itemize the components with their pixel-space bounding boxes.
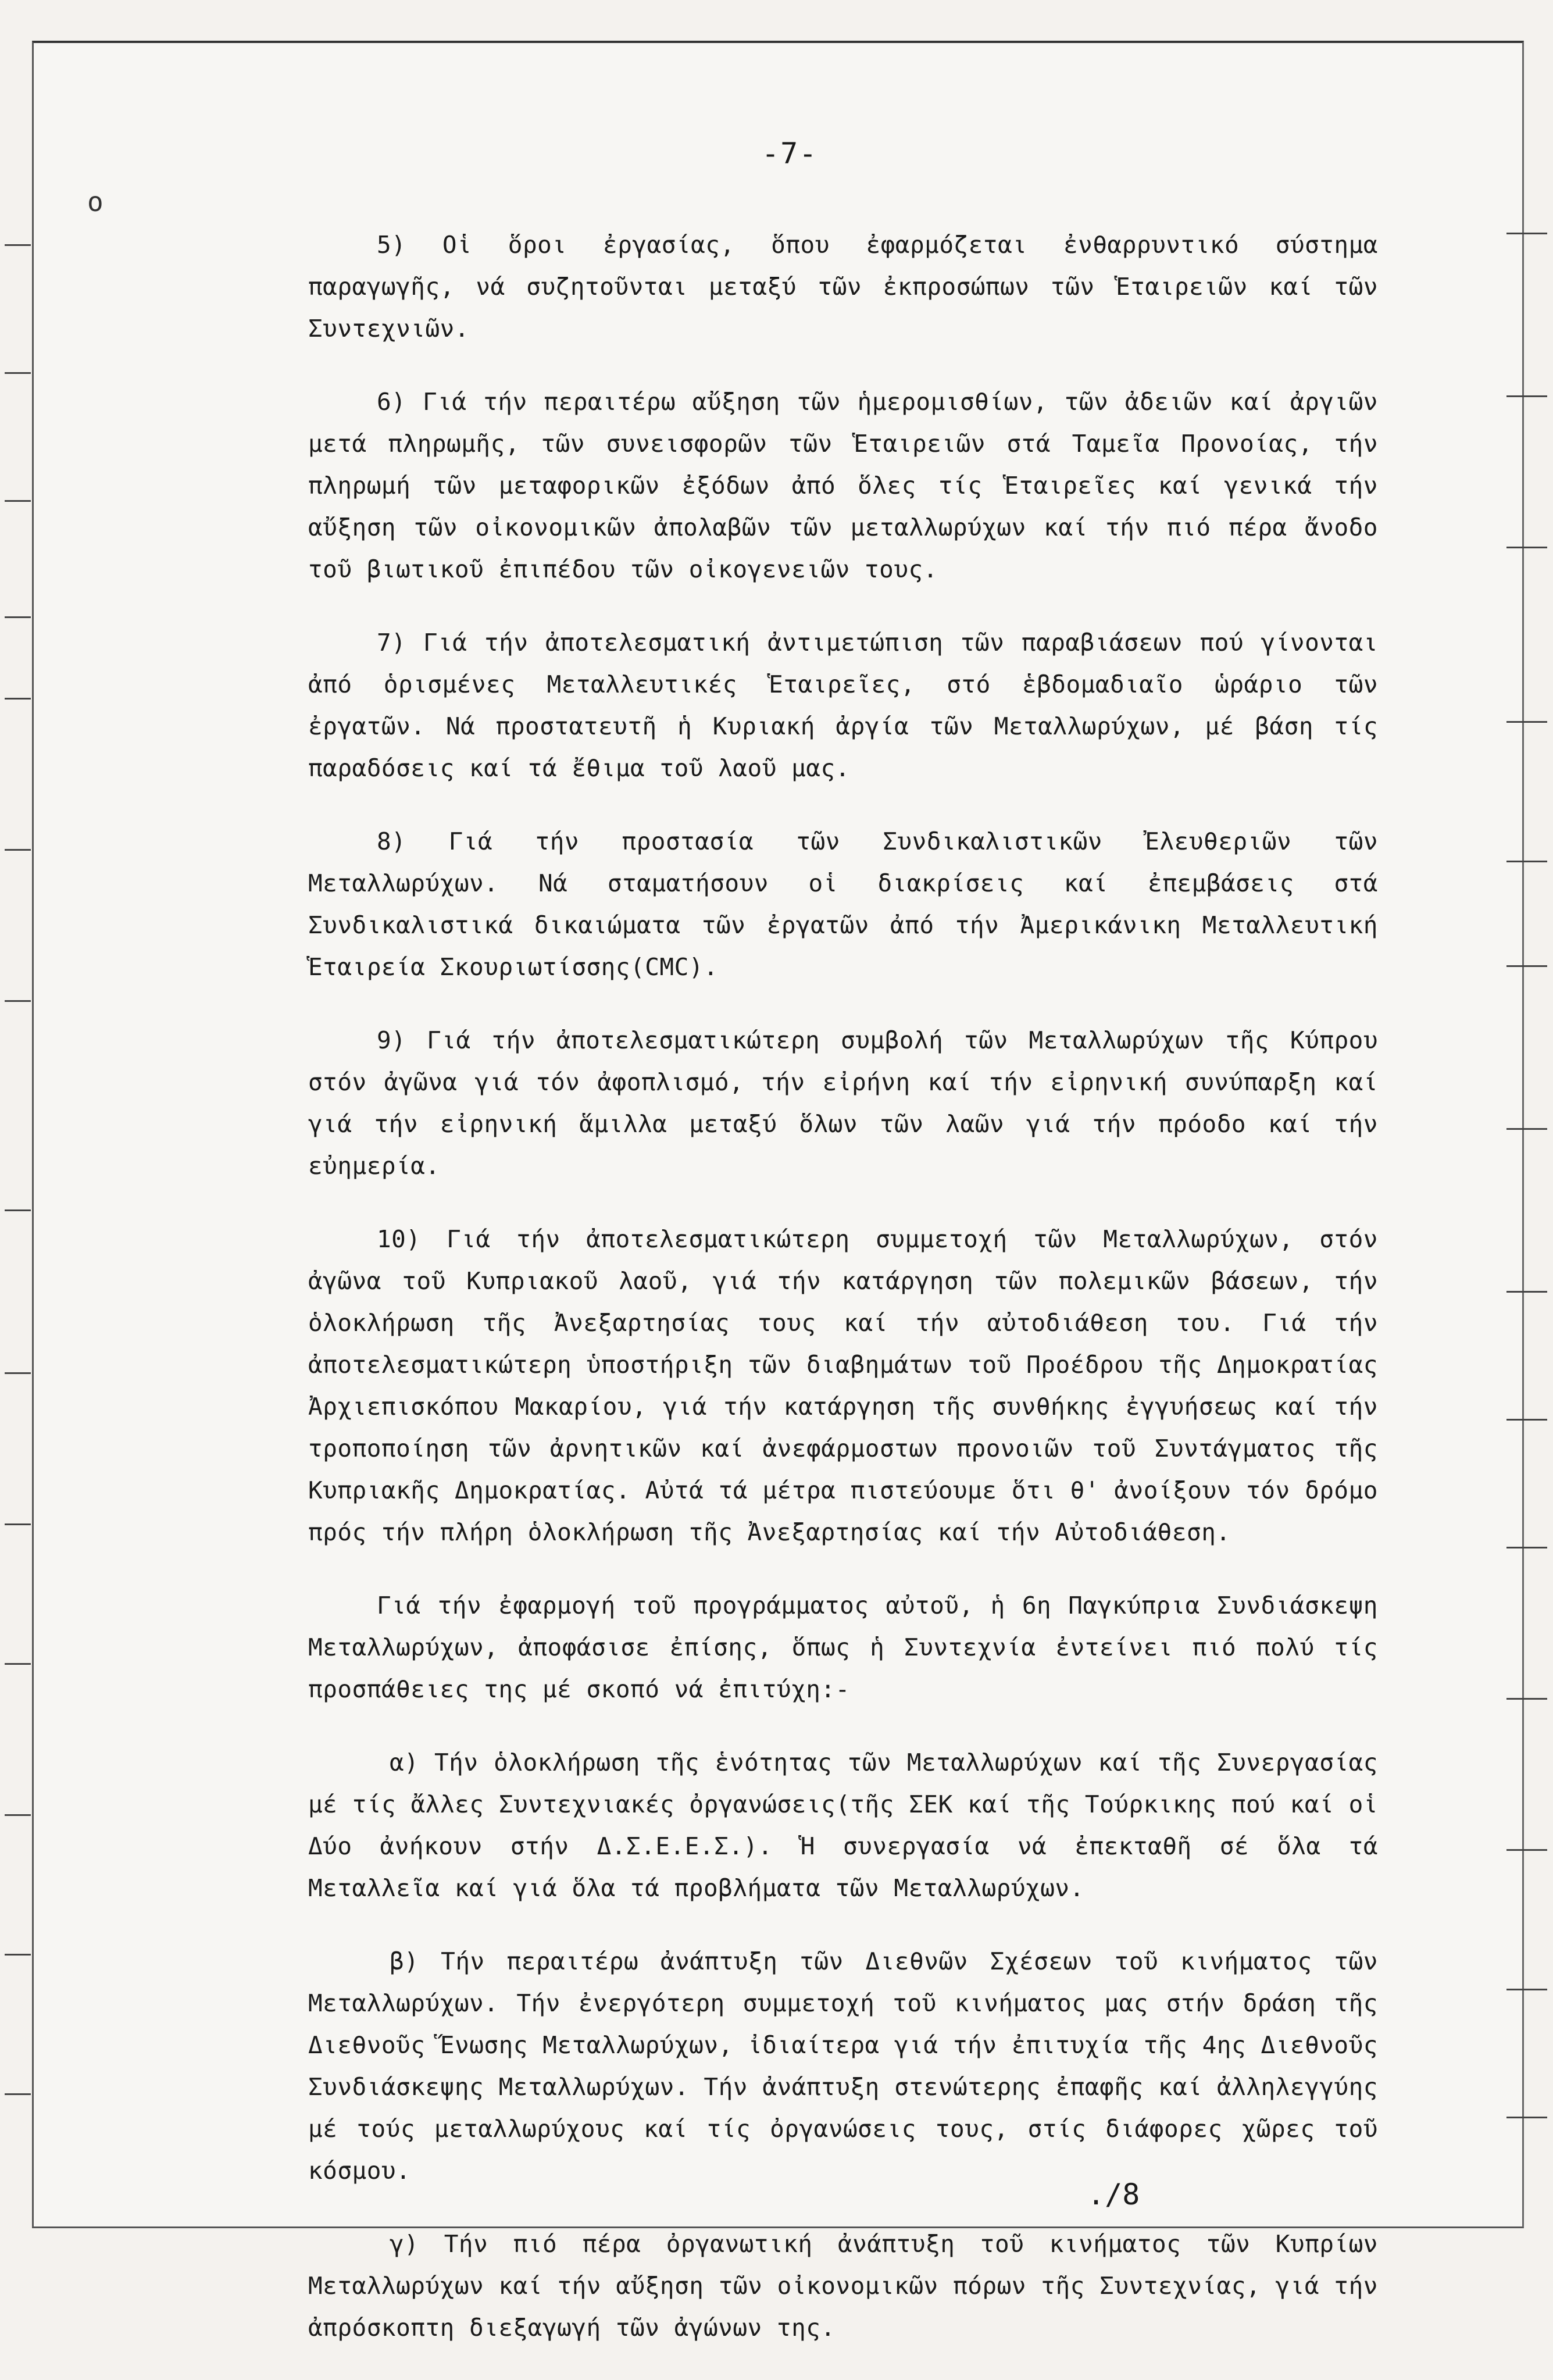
paragraph-5: 5) Οἱ ὅροι ἐργασίας, ὅπου ἐφαρμόζεται ἐνθαρρυντικό σύστημα παραγωγῆς, νά συζητοῦνται μεταξύ τῶν ἐκπροσώπων τῶν Ἑταιρειῶν καί τῶν Συντεχνιῶν. [308, 231, 1378, 342]
paragraph-10: 10) Γιά τήν ἀποτελεσματικώτερη συμμετοχή τῶν Μεταλλωρύχων, στόν ἀγῶνα τοῦ Κυπριακοῦ λαοῦ, γιά τήν κατάργηση τῶν πολεμικῶν βάσεων, τήν ὁλοκλήρωση τῆς Ἀνεξαρτησίας τους καί τήν αὐτοδιάθεση του. Γιά τήν ἀποτελεσματικώτερη ὑποστήριξη τῶν διαβημάτων τοῦ Προέδρου τῆς Δημοκρατίας Ἀρχιεπισκόπου Μακαρίου, γιά τήν κατάργηση τῆς συνθήκης ἐγγυήσεως καί τήν τροποποίηση τῶν ἀρνητικῶν καί ἀνεφάρμοστων προνοιῶν τοῦ Συντάγματος τῆς Κυπριακῆς Δημοκρατίας. Αὐτά τά μέτρα πιστεύουμε ὅτι θ' ἀνοίξουν τόν δρόμο πρός τήν πλήρη ὁλοκλήρωση τῆς Ἀνεξαρτησίας καί τήν Αὐτοδιάθεση. [308, 1225, 1378, 1546]
paragraph-7: 7) Γιά τήν ἀποτελεσματική ἀντιμετώπιση τῶν παραβιάσεων πού γίνονται ἀπό ὁρισμένες Μεταλλευτικές Ἑταιρεῖες, στό ἑβδομαδιαῖο ὡράριο τῶν ἐργατῶν. Νά προστατευτῆ ἡ Κυριακή ἀργία τῶν Μεταλλωρύχων, μέ βάση τίς παραδόσεις καί τά ἔθιμα τοῦ λαοῦ μας. [308, 629, 1378, 782]
paragraph-b: β) Τήν περαιτέρω ἀνάπτυξη τῶν Διεθνῶν Σχέσεων τοῦ κινήματος τῶν Μεταλλωρύχων. Τήν ἐνεργότερη συμμετοχή τοῦ κινήματος μας στήν δράση τῆς Διεθνοῦς Ἕνωσης Μεταλλωρύχων, ἰδιαίτερα γιά τήν ἐπιτυχία τῆς 4ης Διεθνοῦς Συνδιάσκεψης Μεταλλωρύχων. Τήν ἀνάπτυξη στενώτερης ἐπαφῆς καί ἀλληλεγγύης μέ τούς μεταλλωρύχους καί τίς ὀργανώσεις τους, στίς διάφορες χῶρες τοῦ κόσμου. [308, 1947, 1378, 2185]
left-margin-marks [0, 174, 41, 2210]
page-number: -7- [762, 137, 818, 170]
continuation-mark: ./8 [1087, 2178, 1140, 2211]
paragraph-program: Γιά τήν ἐφαρμογή τοῦ προγράμματος αὐτοῦ, ἡ 6η Παγκύπρια Συνδιάσκεψη Μεταλλωρύχων, ἀποφάσισε ἐπίσης, ὅπως ἡ Συντεχνία ἐντείνει πιό πολύ τίς προσπάθειες της μέ σκοπό νά ἐπιτύχη:- [308, 1592, 1378, 1703]
paragraph-c: γ) Τήν πιό πέρα ὀργανωτική ἀνάπτυξη τοῦ κινήματος τῶν Κυπρίων Μεταλλωρύχων καί τήν αὔξηση τῶν οἰκονομικῶν πόρων τῆς Συντεχνίας, γιά τήν ἀπρόσκοπτη διεξαγωγή τῶν ἀγώνων της. [308, 2230, 1378, 2342]
paragraph-a: α) Τήν ὁλοκλήρωση τῆς ἑνότητας τῶν Μεταλλωρύχων καί τῆς Συνεργασίας μέ τίς ἄλλες Συντεχνιακές ὀργανώσεις(τῆς ΣΕΚ καί τῆς Τούρκικης πού καί οἱ Δύο ἀνήκουν στήν Δ.Σ.Ε.Ε.Σ.). Ἡ συνεργασία νά ἐπεκταθῆ σέ ὅλα τά Μεταλλεῖα καί γιά ὅλα τά προβλήματα τῶν Μεταλλωρύχων. [308, 1749, 1378, 1902]
paragraph-9: 9) Γιά τήν ἀποτελεσματικώτερη συμβολή τῶν Μεταλλωρύχων τῆς Κύπρου στόν ἀγῶνα γιά τόν ἀφοπλισμό, τήν εἰρήνη καί τήν εἰρηνική συνύπαρξη καί γιά τήν εἰρηνική ἅμιλλα μεταξύ ὅλων τῶν λαῶν γιά τήν πρόοδο καί τήν εὐημερία. [308, 1026, 1378, 1180]
stray-mark: o [87, 186, 103, 217]
paragraph-8: 8) Γιά τήν προστασία τῶν Συνδικαλιστικῶν Ἐλευθεριῶν τῶν Μεταλλωρύχων. Νά σταματήσουν οἱ διακρίσεις καί ἐπεμβάσεις στά Συνδικαλιστικά δικαιώματα τῶν ἐργατῶν ἀπό τήν Ἀμερικάνικη Μεταλλευτική Ἑταιρεία Σκουριωτίσσης(CMC). [308, 827, 1378, 981]
right-margin-marks [1477, 221, 1553, 2198]
paragraph-6: 6) Γιά τήν περαιτέρω αὔξηση τῶν ἡμερομισθίων, τῶν ἀδειῶν καί ἀργιῶν μετά πληρωμῆς, τῶν συνεισφορῶν τῶν Ἑταιρειῶν στά Ταμεῖα Προνοίας, τήν πληρωμή τῶν μεταφορικῶν ἐξόδων ἀπό ὅλες τίς Ἑταιρεῖες καί γενικά τήν αὔξηση τῶν οἰκονομικῶν ἀπολαβῶν τῶν μεταλλωρύχων καί τήν πιό πέρα ἄνοδο τοῦ βιωτικοῦ ἐπιπέδου τῶν οἰκογενειῶν τους. [308, 388, 1378, 583]
document-body [308, 224, 1378, 2380]
